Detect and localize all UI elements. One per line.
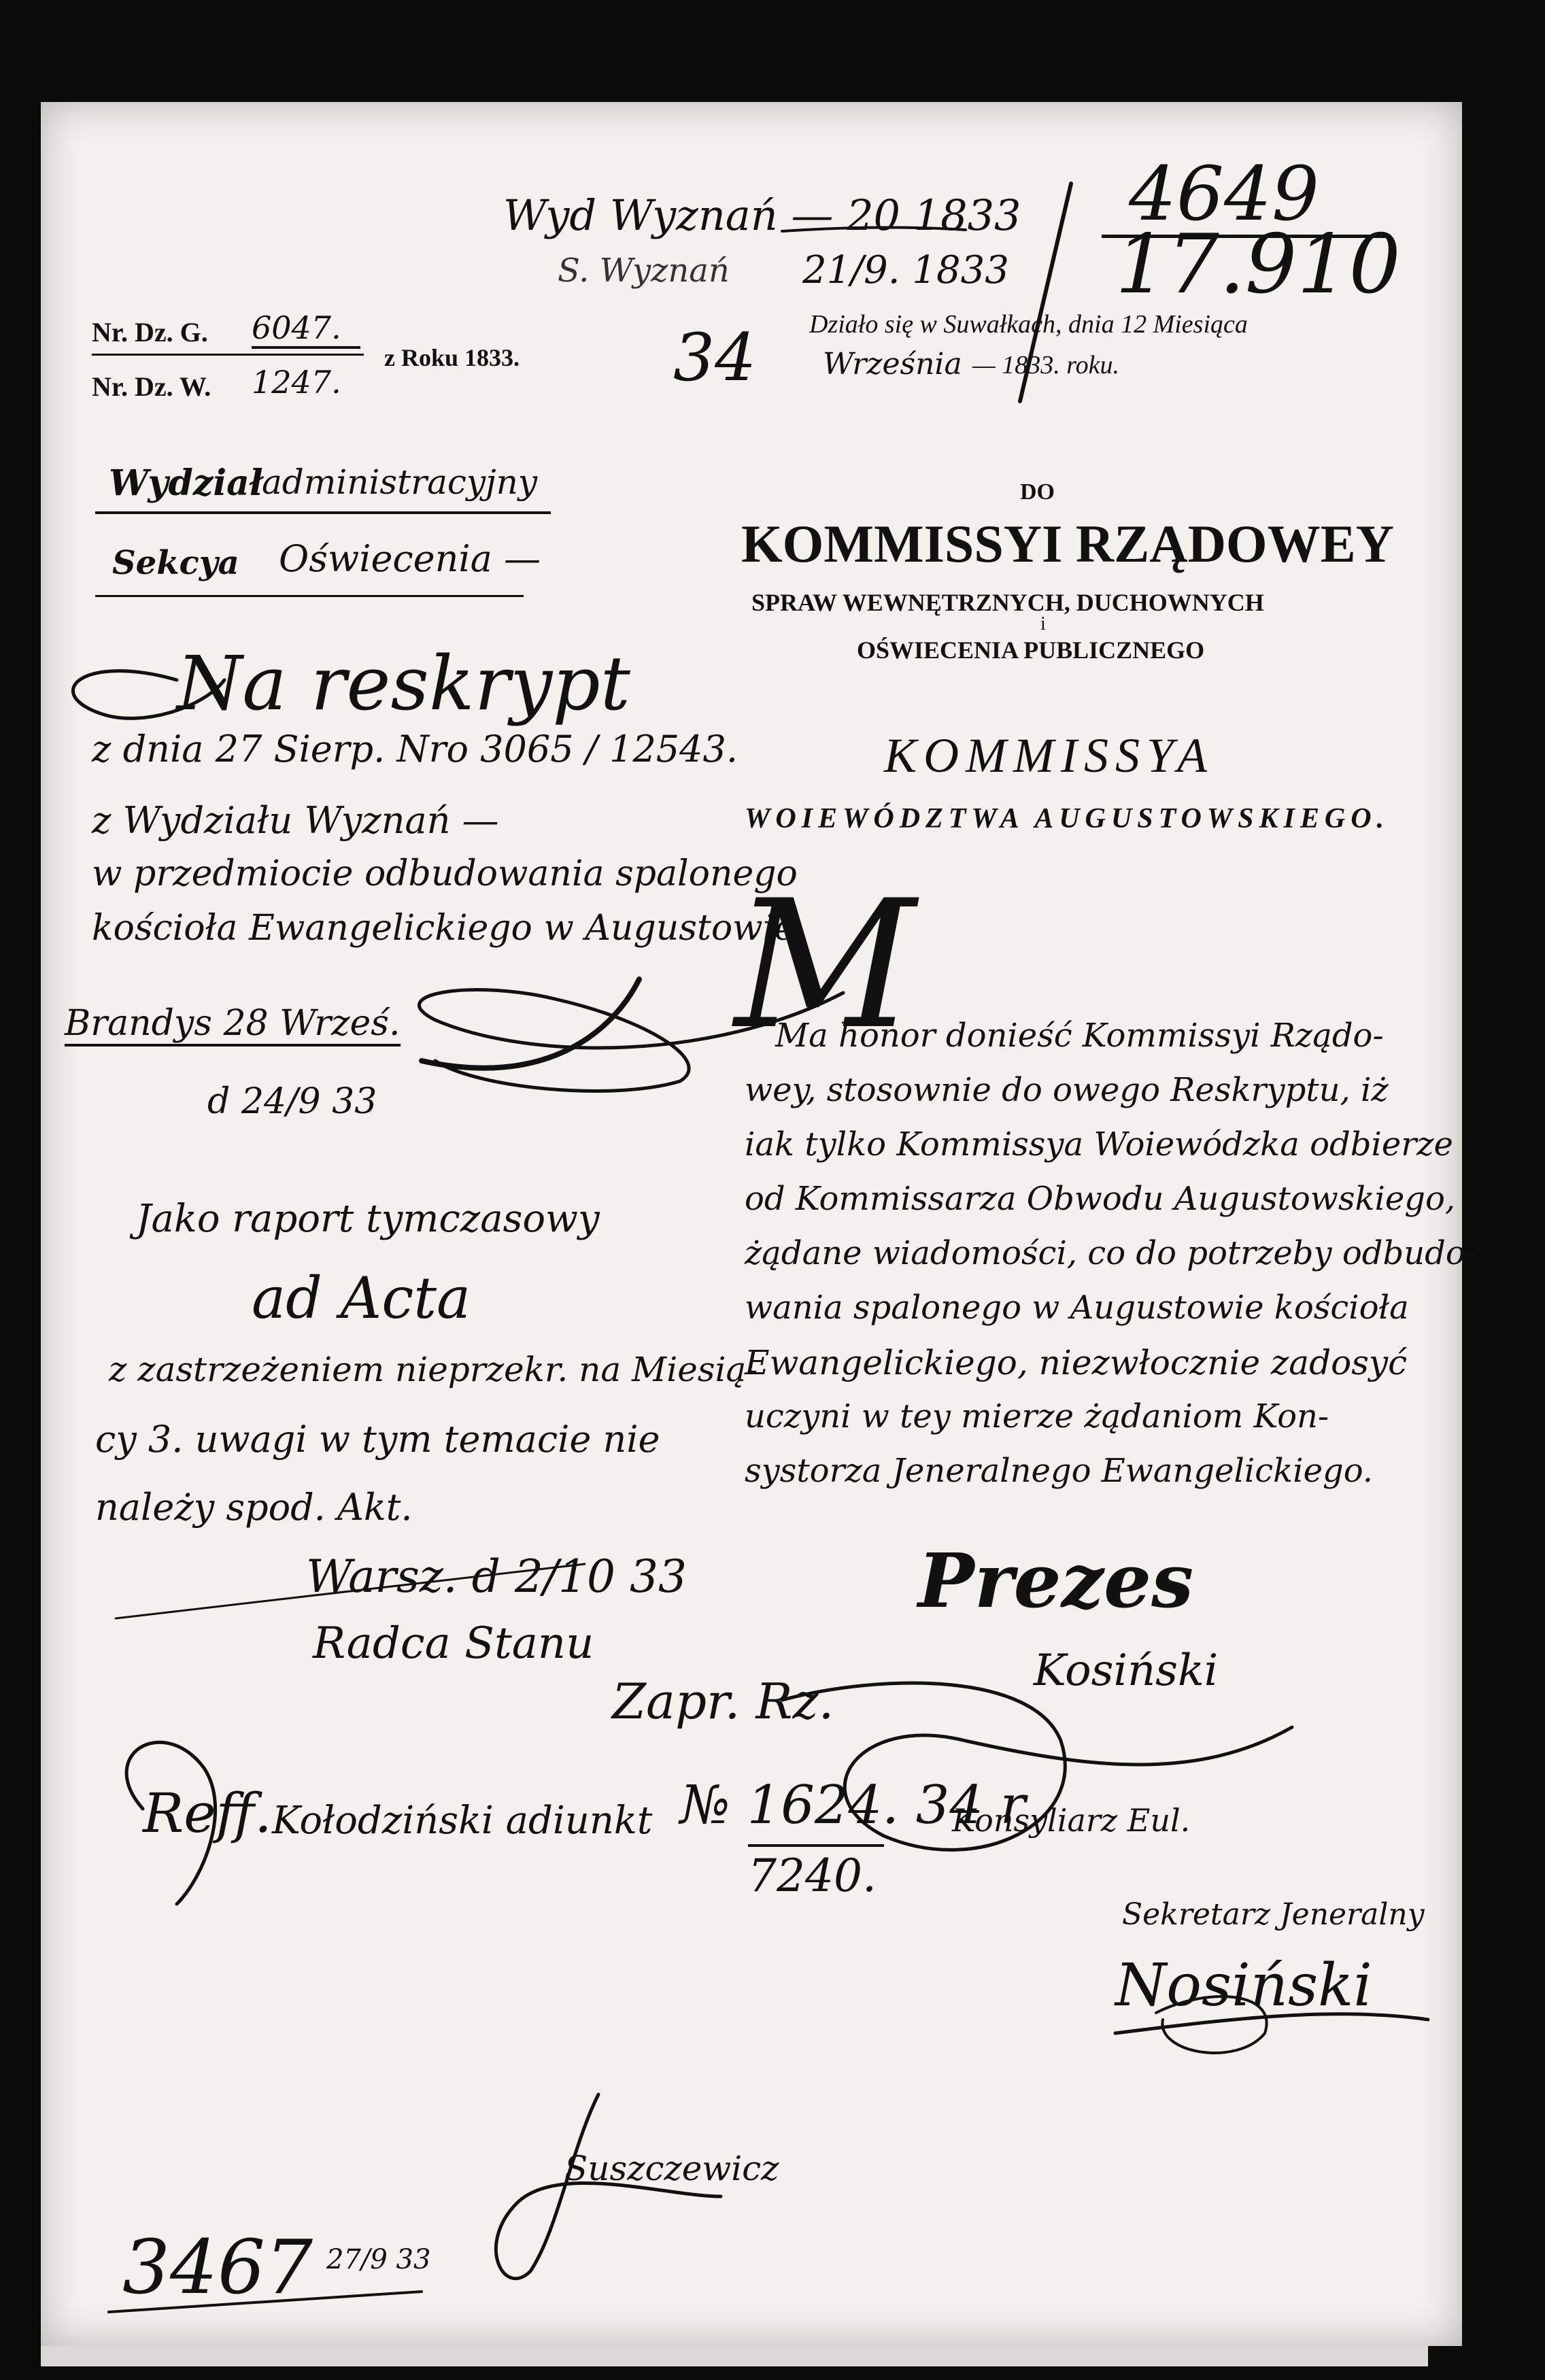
prezes-label: Prezes — [918, 1537, 1194, 1625]
subject-line-2: z dnia 27 Sierp. Nro 3065 / 12543. — [92, 728, 738, 770]
sekretarz-label: Sekretarz Jeneralny — [1122, 1897, 1425, 1932]
folio-number: 34 — [673, 320, 757, 396]
stamp-date: 21/9. 1833 — [802, 248, 1009, 292]
prezes-signature: Kosiński — [1034, 1646, 1219, 1696]
bottom-date: 27/9 33 — [326, 2244, 431, 2275]
body-line-7: Ewangelickiego, niezwłocznie zadosyć — [745, 1343, 1408, 1382]
addressee-title: KOMMISSYI RZĄDOWEY — [741, 514, 1394, 573]
stamp-dept: S. Wyznań — [558, 252, 730, 290]
body-line-8: uczyni w tey mierze żądaniom Kon- — [745, 1397, 1329, 1435]
resolution-line-2: ad Acta — [252, 1265, 471, 1331]
subject-line-3: z Wydziału Wyznań — — [92, 799, 499, 842]
year-text: z Roku 1833. — [384, 344, 520, 371]
subject-line-1: Na reskrypt — [177, 640, 630, 727]
sekcya-value: Oświecenia — — [279, 537, 541, 580]
sender-title: KOMMISSYA — [884, 728, 1214, 783]
wydzial-rule — [95, 511, 551, 514]
nr-dz-w-label: Nr. Dz. W. — [92, 371, 211, 402]
ref-number-bottom: 17.910 — [1115, 218, 1401, 312]
referent-number: № 1624. 34 r — [680, 1775, 1026, 1836]
addressee-do: DO — [1020, 479, 1055, 505]
addressee-subtitle-2: OŚWIECENIA PUBLICZNEGO — [857, 636, 1205, 664]
place-date-year: — 1833. roku. — [972, 351, 1120, 379]
zapr-note: Zapr. Rz. — [612, 1673, 834, 1730]
place-date-line1: Działo się w Suwałkach, dnia 12 Miesiąca — [809, 310, 1248, 339]
addressee-subtitle-1: SPRAW WEWNĘTRZNYCH, DUCHOWNYCH — [751, 589, 1264, 616]
sender-subtitle: WOIEWÓDZTWA AUGUSTOWSKIEGO. — [745, 803, 1390, 834]
referent-number2: 7240. — [748, 1850, 877, 1902]
body-line-2: wey, stosownie do owego Reskryptu, iż — [745, 1071, 1389, 1109]
sekretarz-signature: Nosiński — [1115, 1952, 1372, 2020]
reff-note: Reff. — [143, 1782, 272, 1845]
body-line-6: wania spalonego w Augustowie kościoła — [745, 1289, 1409, 1327]
bottom-signature: Suszczewicz — [564, 2149, 779, 2188]
nr-dz-g-label: Nr. Dz. G. — [92, 317, 208, 347]
referent-note: Kołodziński adiunkt — [272, 1799, 653, 1843]
resolution-line-3: z zastrzeżeniem nieprzekr. na Miesią- — [109, 1350, 758, 1389]
wydzial-value: administracyjny — [262, 462, 538, 502]
nr-rule — [92, 354, 364, 356]
wydzial-label: Wydział — [109, 462, 263, 504]
body-initial-m: M — [734, 863, 916, 1068]
body-line-5: żądane wiadomości, co do potrzeby odbudo- — [745, 1234, 1476, 1272]
subject-line-5: kościoła Ewangelickiego w Augustowie — [92, 908, 796, 949]
resolution-line-5: należy spod. Akt. — [95, 1486, 413, 1529]
place-date-month: Września — [823, 347, 962, 381]
body-line-4: od Kommissarza Obwodu Augustowskiego, — [745, 1180, 1456, 1218]
resolution-sign: Radca Stanu — [313, 1618, 594, 1669]
body-line-1: Ma honor donieść Kommissyi Rządo- — [775, 1017, 1384, 1055]
subject-line-4: w przedmiocie odbudowania spalonego — [92, 853, 798, 894]
registry-date: d 24/9 33 — [207, 1081, 377, 1122]
konsyl-note: Konsyliarz Eul. — [952, 1802, 1191, 1839]
sekcya-label: Sekcya — [112, 544, 239, 582]
referent-rule — [748, 1844, 884, 1847]
body-line-9: systorza Jeneralnego Ewangelickiego. — [745, 1452, 1374, 1490]
resolution-line-1: Jako raport tymczasowy — [136, 1197, 600, 1241]
nr-dz-g-value: 6047. — [252, 309, 360, 349]
resolution-date: Warsz. d 2/10 33 — [306, 1550, 687, 1603]
resolution-line-4: cy 3. uwagi w tym temacie nie — [95, 1418, 660, 1461]
ref-number-top: 4649 — [1129, 150, 1319, 237]
registry-note: Brandys 28 Wrześ. — [65, 1003, 401, 1047]
body-line-3: iak tylko Kommissya Woiewódzka odbierze — [745, 1125, 1453, 1163]
addressee-subtitle-i: i — [1040, 613, 1046, 634]
top-note: Wyd Wyznań — 20 1833 — [503, 190, 1021, 240]
nr-dz-w-value: 1247. — [252, 364, 341, 401]
bottom-number: 3467 — [122, 2224, 313, 2311]
sekcya-rule — [95, 595, 524, 597]
